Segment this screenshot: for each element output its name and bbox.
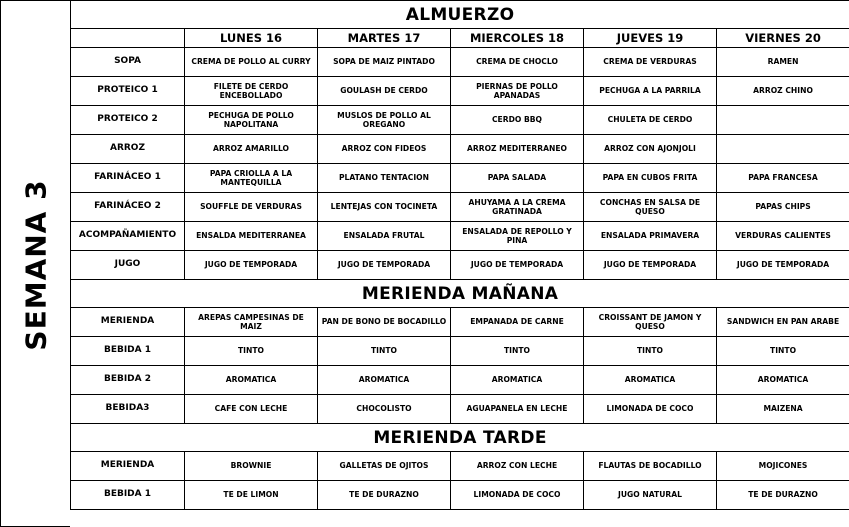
menu-cell: TE DE DURAZNO <box>717 481 849 510</box>
menu-cell: PAPA SALADA <box>451 164 584 193</box>
menu-cell: ARROZ MEDITERRANEO <box>451 135 584 164</box>
section-title: MERIENDA MAÑANA <box>71 280 849 308</box>
day-header-blank <box>71 29 185 48</box>
menu-cell: ARROZ CHINO <box>717 77 849 106</box>
row-label: SOPA <box>71 48 185 77</box>
row-label: FARINÁCEO 1 <box>71 164 185 193</box>
menu-cell: JUGO DE TEMPORADA <box>584 251 717 280</box>
menu-cell: PAPA CRIOLLA A LA MANTEQUILLA <box>185 164 318 193</box>
menu-cell: CREMA DE CHOCLO <box>451 48 584 77</box>
menu-cell: EMPANADA DE CARNE <box>451 308 584 337</box>
menu-row <box>71 222 849 251</box>
menu-cell: JUGO DE TEMPORADA <box>717 251 849 280</box>
row-label: FARINÁCEO 2 <box>71 193 185 222</box>
day-header: MARTES 17 <box>318 29 451 48</box>
menu-cell: RAMEN <box>717 48 849 77</box>
menu-cell: AGUAPANELA EN LECHE <box>451 395 584 424</box>
menu-cell: VERDURAS CALIENTES <box>717 222 849 251</box>
menu-row <box>71 337 849 366</box>
menu-cell: JUGO NATURAL <box>584 481 717 510</box>
menu-cell <box>717 135 849 164</box>
menu-cell: ARROZ CON LECHE <box>451 452 584 481</box>
menu-cell: AROMATICA <box>318 366 451 395</box>
day-header: MIERCOLES 18 <box>451 29 584 48</box>
menu-cell: TE DE DURAZNO <box>318 481 451 510</box>
menu-cell: AROMATICA <box>185 366 318 395</box>
section-header-row <box>71 1 849 29</box>
menu-cell: SOUFFLE DE VERDURAS <box>185 193 318 222</box>
menu-cell: GALLETAS DE OJITOS <box>318 452 451 481</box>
row-label: PROTEICO 1 <box>71 77 185 106</box>
menu-cell: JUGO DE TEMPORADA <box>451 251 584 280</box>
menu-row <box>71 48 849 77</box>
menu-cell: AROMATICA <box>584 366 717 395</box>
menu-row <box>71 251 849 280</box>
menu-cell: SOPA DE MAIZ PINTADO <box>318 48 451 77</box>
menu-cell: CREMA DE POLLO AL CURRY <box>185 48 318 77</box>
menu-row <box>71 77 849 106</box>
menu-cell: TINTO <box>185 337 318 366</box>
menu-cell: PAPAS CHIPS <box>717 193 849 222</box>
menu-row <box>71 193 849 222</box>
menu-cell <box>717 106 849 135</box>
row-label: MERIENDA <box>71 308 185 337</box>
menu-row <box>71 366 849 395</box>
menu-row <box>71 308 849 337</box>
menu-row <box>71 135 849 164</box>
menu-cell: CHOCOLISTO <box>318 395 451 424</box>
day-header: VIERNES 20 <box>717 29 849 48</box>
row-label: BEBIDA 1 <box>71 481 185 510</box>
menu-cell: PAPA EN CUBOS FRITA <box>584 164 717 193</box>
menu-cell: AREPAS CAMPESINAS DE MAIZ <box>185 308 318 337</box>
menu-cell: TINTO <box>451 337 584 366</box>
menu-cell: ENSALADA DE REPOLLO Y PINA <box>451 222 584 251</box>
row-label: ACOMPAÑAMIENTO <box>71 222 185 251</box>
section-title: MERIENDA TARDE <box>71 424 849 452</box>
menu-cell: TINTO <box>584 337 717 366</box>
section-header-row <box>71 424 849 452</box>
menu-cell: ARROZ CON FIDEOS <box>318 135 451 164</box>
menu-cell: CERDO BBQ <box>451 106 584 135</box>
row-label: MERIENDA <box>71 452 185 481</box>
menu-row <box>71 164 849 193</box>
menu-cell: ARROZ AMARILLO <box>185 135 318 164</box>
menu-cell: MAIZENA <box>717 395 849 424</box>
menu-cell: GOULASH DE CERDO <box>318 77 451 106</box>
menu-cell: CONCHAS EN SALSA DE QUESO <box>584 193 717 222</box>
menu-cell: TE DE LIMON <box>185 481 318 510</box>
menu-cell: PECHUGA A LA PARRILA <box>584 77 717 106</box>
menu-cell: AROMATICA <box>451 366 584 395</box>
menu-row <box>71 481 849 510</box>
menu-cell: AROMATICA <box>717 366 849 395</box>
menu-cell: PIERNAS DE POLLO APANADAS <box>451 77 584 106</box>
menu-row <box>71 106 849 135</box>
menu-cell: LIMONADA DE COCO <box>584 395 717 424</box>
menu-cell: AHUYAMA A LA CREMA GRATINADA <box>451 193 584 222</box>
menu-cell: CROISSANT DE JAMON Y QUESO <box>584 308 717 337</box>
menu-cell: PLATANO TENTACION <box>318 164 451 193</box>
row-label: BEBIDA3 <box>71 395 185 424</box>
menu-table-body <box>71 1 849 510</box>
menu-cell: LENTEJAS CON TOCINETA <box>318 193 451 222</box>
menu-row <box>71 452 849 481</box>
row-label: BEBIDA 2 <box>71 366 185 395</box>
menu-cell: ENSALADA FRUTAL <box>318 222 451 251</box>
section-title: ALMUERZO <box>71 1 849 29</box>
day-header-row <box>71 29 849 48</box>
menu-cell: PAPA FRANCESA <box>717 164 849 193</box>
menu-cell: SANDWICH EN PAN ARABE <box>717 308 849 337</box>
menu-cell: CHULETA DE CERDO <box>584 106 717 135</box>
menu-cell: LIMONADA DE COCO <box>451 481 584 510</box>
row-label: BEBIDA 1 <box>71 337 185 366</box>
menu-table <box>70 0 849 510</box>
section-header-row <box>71 280 849 308</box>
menu-cell: ENSALDA MEDITERRANEA <box>185 222 318 251</box>
menu-cell: FLAUTAS DE BOCADILLO <box>584 452 717 481</box>
menu-cell: ENSALADA PRIMAVERA <box>584 222 717 251</box>
menu-cell: ARROZ CON AJONJOLI <box>584 135 717 164</box>
week-label: SEMANA 3 <box>19 179 53 351</box>
menu-cell: MOJICONES <box>717 452 849 481</box>
menu-cell: CAFE CON LECHE <box>185 395 318 424</box>
menu-cell: JUGO DE TEMPORADA <box>318 251 451 280</box>
row-label: PROTEICO 2 <box>71 106 185 135</box>
menu-cell: MUSLOS DE POLLO AL OREGANO <box>318 106 451 135</box>
menu-cell: BROWNIE <box>185 452 318 481</box>
day-header: JUEVES 19 <box>584 29 717 48</box>
day-header: LUNES 16 <box>185 29 318 48</box>
menu-cell: PECHUGA DE POLLO NAPOLITANA <box>185 106 318 135</box>
menu-cell: CREMA DE VERDURAS <box>584 48 717 77</box>
row-label: ARROZ <box>71 135 185 164</box>
menu-cell: FILETE DE CERDO ENCEBOLLADO <box>185 77 318 106</box>
menu-cell: PAN DE BONO DE BOCADILLO <box>318 308 451 337</box>
row-label: JUGO <box>71 251 185 280</box>
menu-cell: JUGO DE TEMPORADA <box>185 251 318 280</box>
menu-row <box>71 395 849 424</box>
week-column <box>0 0 70 527</box>
menu-cell: TINTO <box>717 337 849 366</box>
menu-cell: TINTO <box>318 337 451 366</box>
